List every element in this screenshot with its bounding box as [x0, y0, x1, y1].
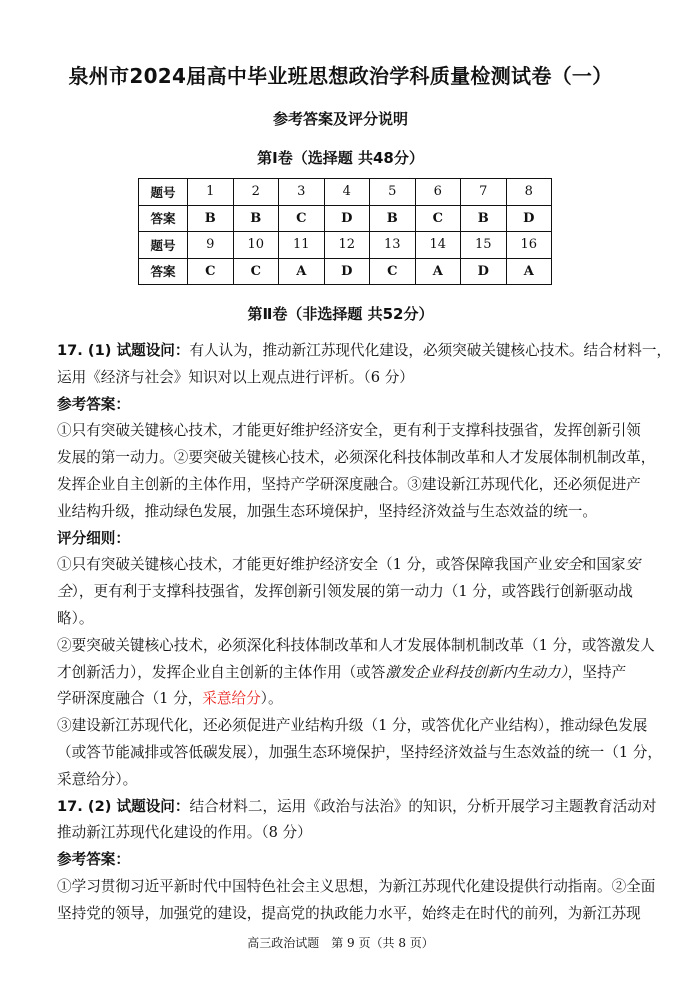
body-text: 发展的第一动力。②要突破关键核心技术，必须深化科技体制改革和人才发展体制机制改革，: [57, 449, 656, 467]
question-number-cell: 9: [188, 232, 234, 259]
text-line: [57, 552, 641, 579]
row-label: 答案: [139, 205, 188, 232]
answer-row: [139, 205, 552, 232]
text-line: [57, 392, 637, 419]
text-line: [57, 794, 657, 821]
body-text: ①只有突破关键核心技术，才能更好维护经济安全（1 分，或答保障我国产业: [57, 556, 553, 574]
row-label: 题号: [139, 179, 188, 206]
answer-cell: D: [324, 205, 370, 232]
question-number-cell: 5: [370, 179, 416, 206]
heading-text: 17. (2) 试题设问：: [57, 797, 190, 815]
body-text: 推动新江苏现代化建设的作用。（8 分）: [57, 824, 312, 842]
text-line: [57, 365, 637, 392]
section-heading-part1: 第Ⅰ卷（选择题 共48分）: [257, 149, 424, 167]
body-text: 结合材料二，运用《政治与法治》的知识，分析开展学习主题教育活动对: [189, 797, 657, 815]
body-text: ，坚持产: [567, 663, 627, 681]
question-number-cell: 7: [461, 179, 507, 206]
text-line: [57, 526, 637, 553]
heading-text: 参考答案：: [57, 395, 130, 413]
text-line: [57, 418, 641, 445]
italic-text: 安: [625, 556, 641, 574]
section-heading-part2: 第Ⅱ卷（非选择题 共52分）: [247, 305, 434, 323]
question-number-cell: 15: [461, 232, 507, 259]
answer-cell: C: [233, 258, 279, 285]
number-row: [139, 232, 552, 259]
text-line: [57, 874, 656, 901]
highlighted-text: 采意给分: [202, 690, 261, 708]
body-text: 学研深度融合（1 分，: [57, 690, 203, 708]
question-number-cell: 1: [188, 179, 234, 206]
page-footer: 高三政治试题 第 9 页（共 8 页）: [247, 936, 434, 950]
body-text: 发挥企业自主创新的主体作用，坚持产学研深度融合。③建设新江苏现代化，还必须促进产: [57, 475, 641, 493]
answer-cell: A: [279, 258, 325, 285]
body-text: ）。: [260, 690, 283, 708]
body-text: ），更有利于支撑科技强省，发挥创新引领发展的第一动力（1 分，或答践行创新驱动战: [71, 583, 633, 601]
question-number-cell: 4: [324, 179, 370, 206]
question-number-cell: 13: [370, 232, 416, 259]
answer-cell: D: [506, 205, 552, 232]
body-text: 运用《经济与社会》知识对以上观点进行评析。（6 分）: [57, 368, 414, 386]
answer-cell: C: [415, 205, 461, 232]
text-line: [57, 686, 637, 713]
body-text: 坚持党的领导，加强党的建设，提高党的执政能力水平，始终走在时代的前列，为新江苏现: [57, 904, 641, 922]
question-number-cell: 2: [233, 179, 279, 206]
body-text: 略）。: [57, 609, 94, 627]
heading-text: 参考答案：: [57, 851, 130, 869]
question-number-cell: 11: [279, 232, 325, 259]
answer-cell: D: [461, 258, 507, 285]
question-number-cell: 14: [415, 232, 461, 259]
heading-text: 评分细则：: [57, 529, 130, 547]
body-text: ①学习贯彻习近平新时代中国特色社会主义思想，为新江苏现代化建设提供行动指南。②全面: [57, 877, 656, 895]
question-number-cell: 16: [506, 232, 552, 259]
heading-text: 17. (1) 试题设问：: [57, 342, 190, 359]
body-text: ②要突破关键核心技术，必须深化科技体制改革和人才发展体制机制改革（1 分，或答激发人: [57, 636, 655, 654]
document-title: 泉州市2024届高中毕业班思想政治学科质量检测试卷（一）: [68, 64, 613, 88]
question-number-cell: 6: [415, 179, 461, 206]
text-line: [57, 606, 637, 633]
number-row: [139, 179, 552, 206]
row-label: 题号: [139, 232, 188, 259]
answer-cell: B: [188, 205, 234, 232]
text-line: [57, 847, 637, 874]
question-number-cell: 3: [279, 179, 325, 206]
question-number-cell: 12: [324, 232, 370, 259]
answer-cell: A: [415, 258, 461, 285]
answer-cell: B: [461, 205, 507, 232]
question-number-cell: 10: [233, 232, 279, 259]
text-line: [57, 740, 662, 767]
text-line: [57, 901, 641, 928]
text-line: [57, 445, 656, 472]
answer-cell: C: [279, 205, 325, 232]
italic-text: 激发企业科技创新内生动力）: [385, 663, 568, 681]
answer-cell: D: [324, 258, 370, 285]
body-text: 采意给分）。: [57, 770, 138, 788]
answer-cell: A: [506, 258, 552, 285]
text-line: [57, 820, 637, 847]
row-label: 答案: [139, 258, 188, 285]
text-line: [57, 338, 672, 365]
document-body: [57, 338, 672, 928]
italic-text: 全: [57, 583, 72, 601]
answer-cell: B: [233, 205, 279, 232]
answer-cell: B: [370, 205, 416, 232]
body-text: ③建设新江苏现代化，还必须促进产业结构升级（1 分，或答优化产业结构），推动绿色发展: [57, 717, 648, 735]
text-line: [57, 633, 655, 660]
text-line: [57, 660, 637, 687]
answer-cell: C: [188, 258, 234, 285]
answer-cell: C: [370, 258, 416, 285]
document-subtitle: 参考答案及评分说明: [272, 110, 408, 128]
italic-text: 安全: [552, 556, 582, 574]
body-text: 和国家: [581, 556, 626, 574]
body-text: ①只有突破关键核心技术，才能更好维护经济安全，更有利于支撑科技强省，发挥创新引领: [57, 422, 641, 440]
body-text: 才创新活力），发挥企业自主创新的主体作用（或答: [57, 663, 386, 681]
answer-table: [138, 178, 552, 285]
answer-row: [139, 258, 552, 285]
body-text: （或答节能减排或答低碳发展），加强生态环境保护，坚持经济效益与生态效益的统一（1 分，: [57, 743, 662, 761]
text-line: [57, 713, 648, 740]
body-text: 业结构升级，推动绿色发展，加强生态环境保护，坚持经济效益与生态效益的统一。: [57, 502, 597, 520]
question-number-cell: 8: [506, 179, 552, 206]
text-line: [57, 767, 637, 794]
body-text: 有人认为，推动新江苏现代化建设，必须突破关键核心技术。结合材料一，: [189, 342, 672, 359]
text-line: [57, 579, 637, 606]
text-line: [57, 472, 641, 499]
text-line: [57, 499, 637, 526]
